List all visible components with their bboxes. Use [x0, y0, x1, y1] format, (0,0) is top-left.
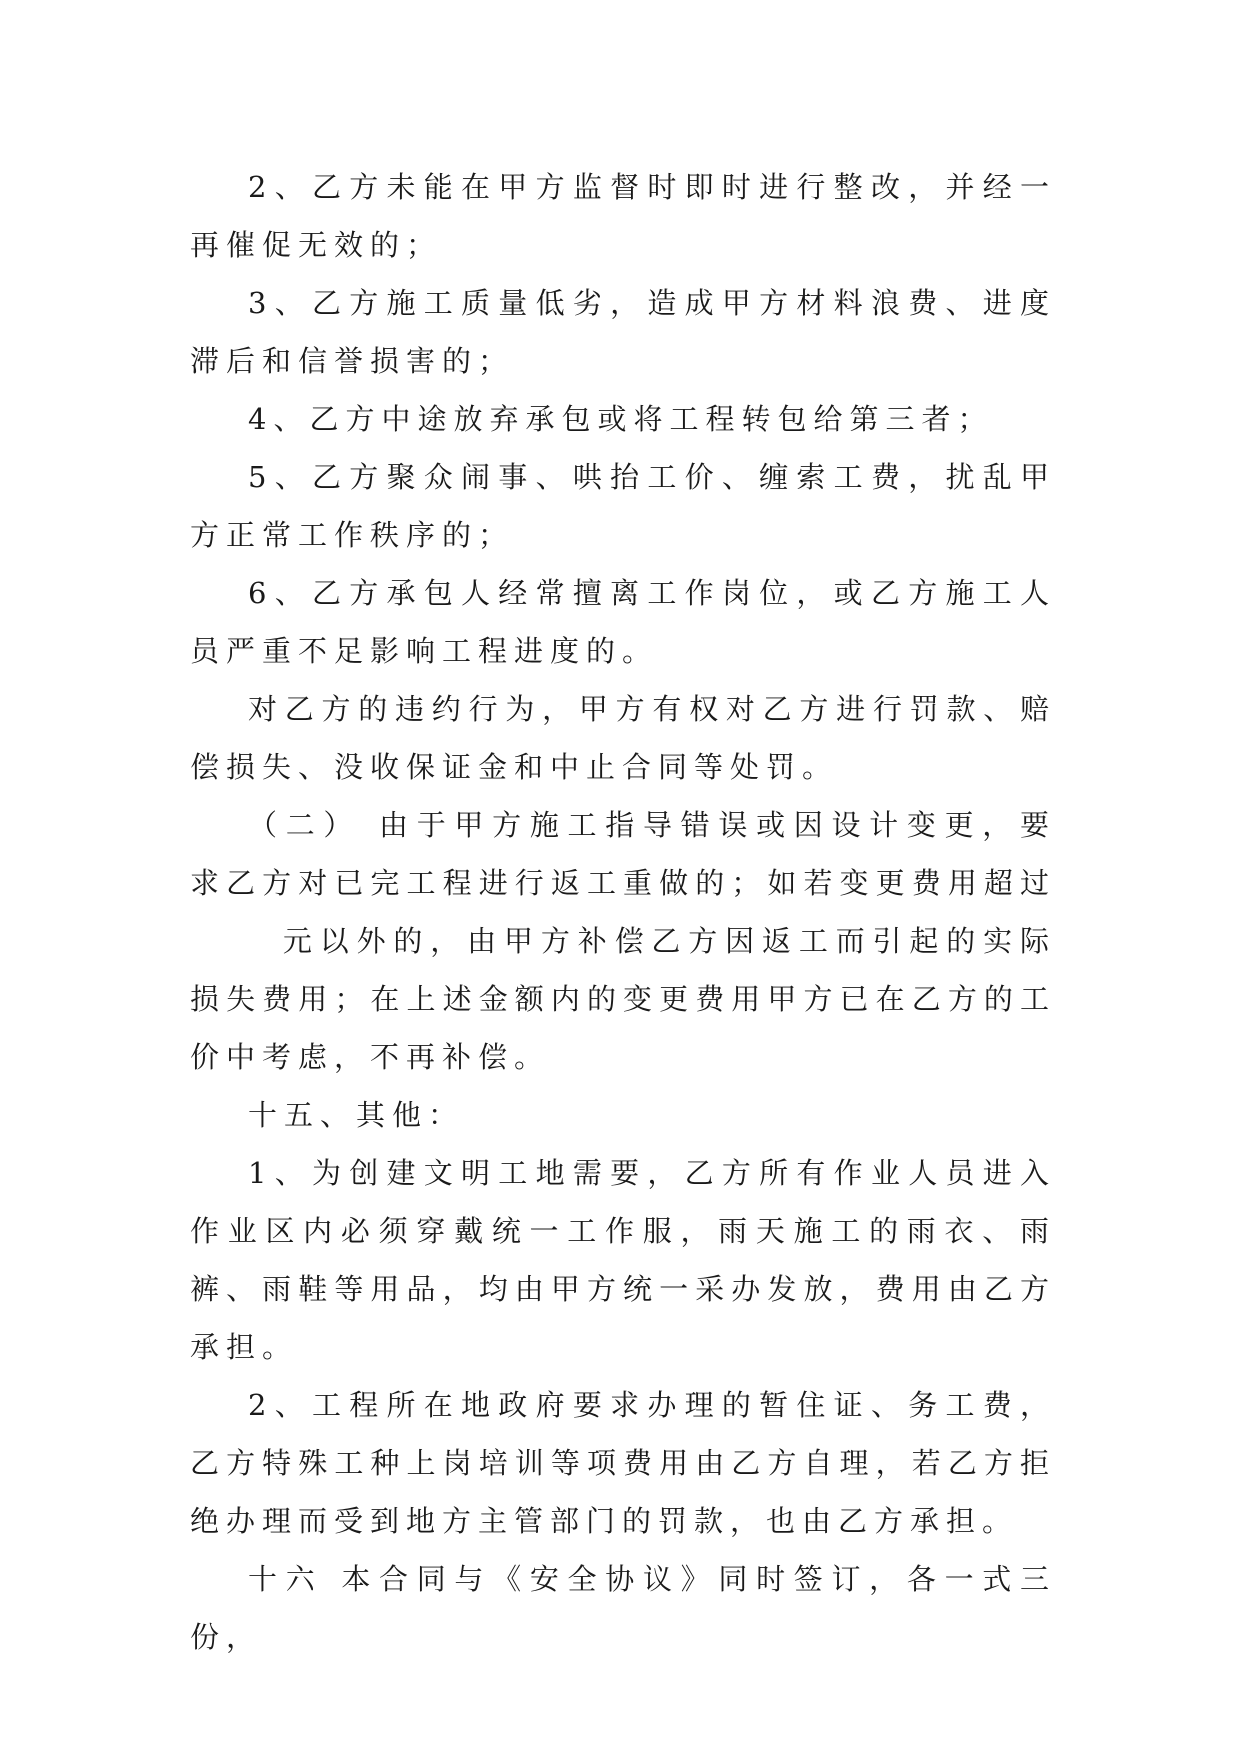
paragraph-penalty: 对乙方的违约行为，甲方有权对乙方进行罚款、赔偿损失、没收保证金和中止合同等处罚。 — [190, 692, 1056, 784]
paragraph-item-2: 2、乙方未能在甲方监督时即时进行整改，并经一再催促无效的； — [190, 170, 1056, 262]
clause-two-part-1: （二） 由于甲方施工指导错误或因设计变更，要求乙方对已完工程进行返工重做的；如若变更费用超过 — [190, 808, 1056, 900]
paragraph-clause-two — [190, 796, 1056, 1086]
clause-two-part-2: 元以外的，由甲方补偿乙方因返工而引起的实际损失费用；在上述金额内的变更费用甲方已在乙方的工价中考虑，不再补偿。 — [190, 924, 1056, 1074]
section-fifteen-item-2: 2、工程所在地政府要求办理的暂住证、务工费，乙方特殊工种上岗培训等项费用由乙方自理，若乙方拒绝办理而受到地方主管部门的罚款，也由乙方承担。 — [190, 1388, 1056, 1538]
section-fifteen-heading: 十五、其他： — [248, 1098, 465, 1132]
paragraph-item-3: 3、乙方施工质量低劣，造成甲方材料浪费、进度滞后和信誉损害的； — [190, 286, 1056, 378]
paragraph-item-6: 6、乙方承包人经常擅离工作岗位，或乙方施工人员严重不足影响工程进度的。 — [190, 576, 1056, 668]
paragraph-item-4: 4、乙方中途放弃承包或将工程转包给第三者； — [248, 402, 994, 436]
section-sixteen: 十六 本合同与《安全协议》同时签订，各一式三份， — [190, 1562, 1056, 1654]
paragraph-item-5: 5、乙方聚众闹事、哄抬工价、缠索工费，扰乱甲方正常工作秩序的； — [190, 460, 1056, 552]
contract-text — [190, 158, 1056, 1666]
section-fifteen-item-1: 1、为创建文明工地需要，乙方所有作业人员进入作业区内必须穿戴统一工作服，雨天施工的雨衣、雨裤、雨鞋等用品，均由甲方统一采办发放，费用由乙方承担。 — [190, 1156, 1056, 1364]
